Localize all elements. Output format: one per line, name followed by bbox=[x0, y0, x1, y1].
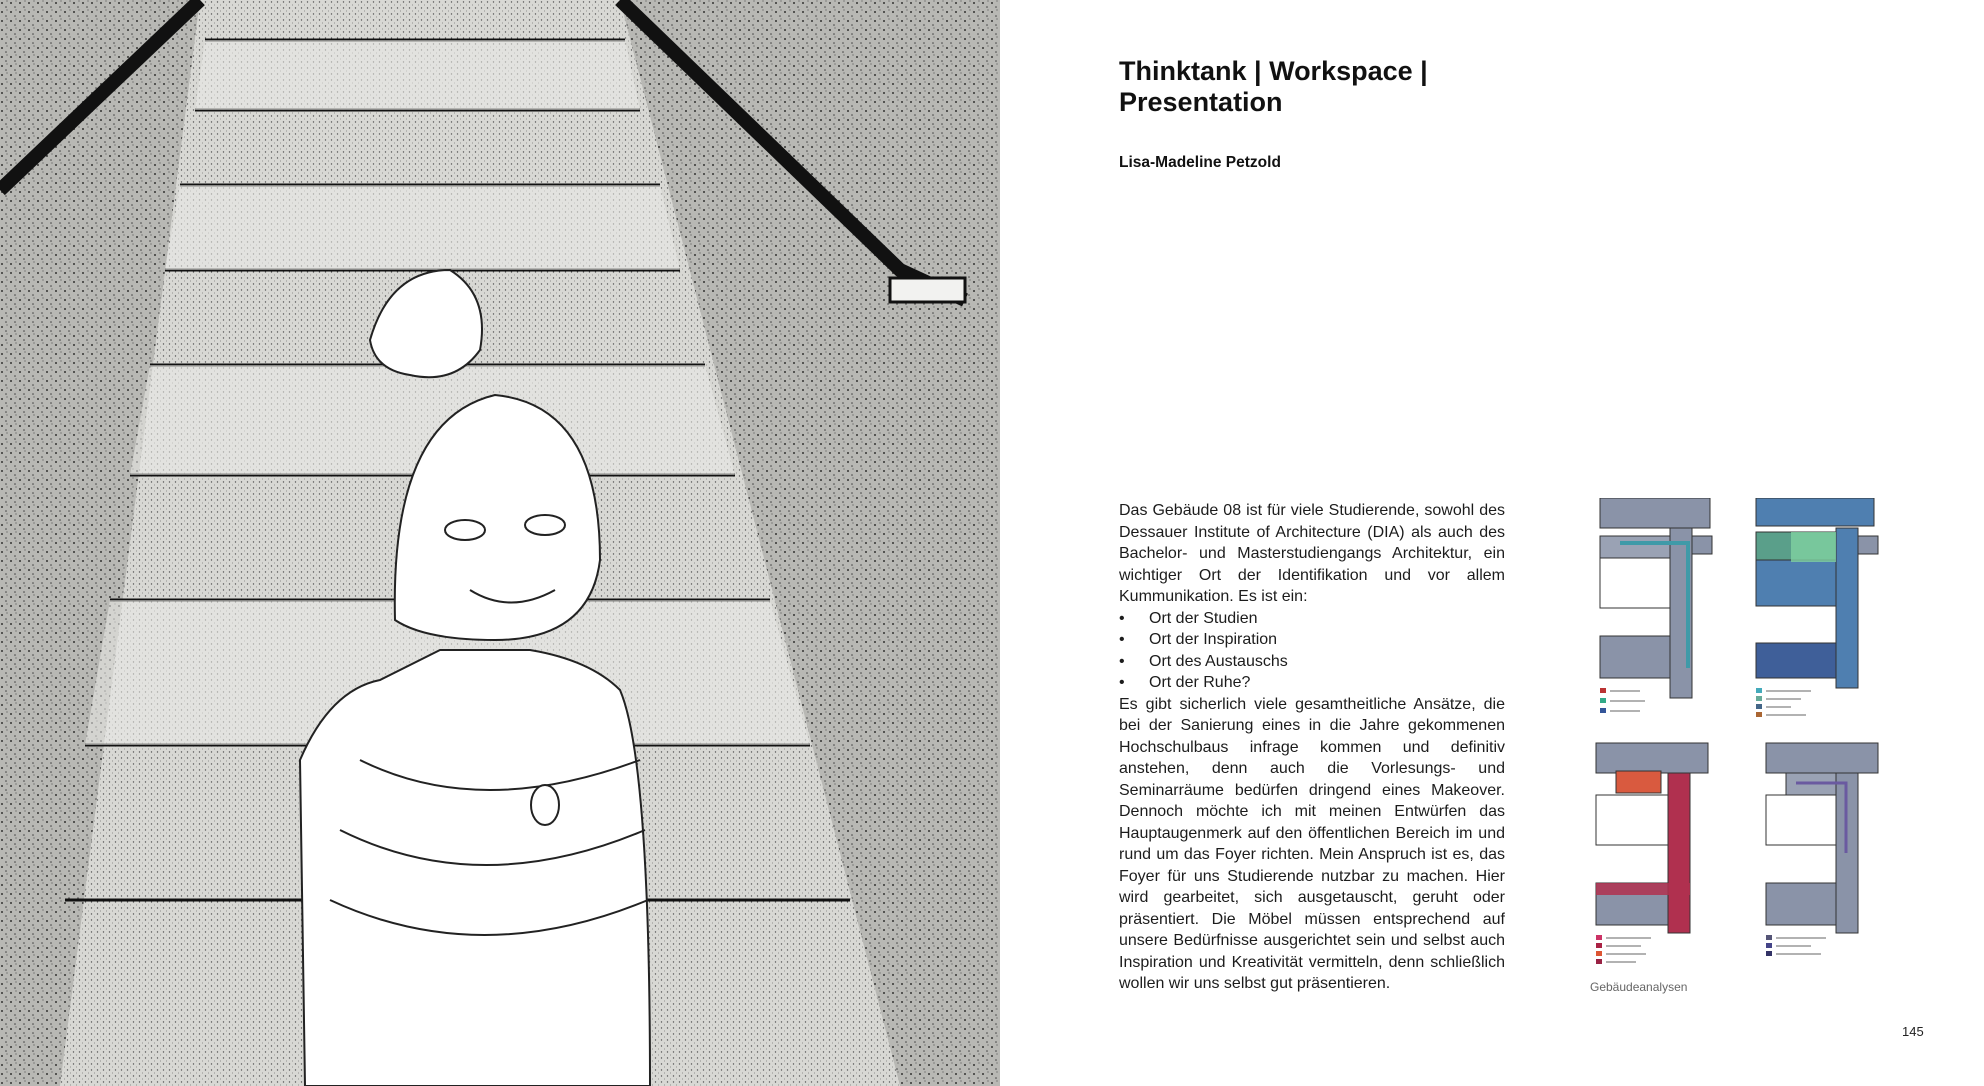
bullet-item: • Ort der Inspiration bbox=[1119, 629, 1505, 651]
intro-paragraph: Das Gebäude 08 ist für viele Studierende, sowohl des Dessauer Institute of Architecture (DIA) als auch des Bachelor- und Masterstudiengangs Architektur, ein wichtiger Ort der Identifikation und vor allem Kummunikation. Es ist ein: bbox=[1119, 502, 1505, 605]
floor-plan-2 bbox=[1756, 498, 1878, 717]
figure-caption: Gebäudeanalysen bbox=[1590, 980, 1688, 994]
floor-plan-1 bbox=[1600, 498, 1712, 713]
main-paragraph: Es gibt sicherlich viele gesamtheitliche Ansätze, die bei der Sanierung eines in die Jahre gekommenen Hochschulbaus infrage kommen und definitiv anstehen, denn auch die Vorlesungs- und Seminarräume bedürfen dringend eines Makeover. Dennoch möchte ich mit meinen Entwürfen das Hauptaugenmerk auf den öffentlichen Bereich im und rund um das Foyer richten. Mein Anspruch ist es, das Foyer für uns Studierende nutzbar zu machen. Hier wird gearbeitet, sich ausgetauscht, geruht oder präsentiert. Die Möbel müssen entsprechend auf unsere Bedürfnisse ausgerichtet sein und selbst auch Inspiration und Kreativität vermitteln, denn schließlich wollen wir uns selbst gut präsentieren. bbox=[1119, 695, 1505, 992]
bullet-item: • Ort der Studien bbox=[1119, 608, 1505, 630]
bullet-list bbox=[1119, 608, 1505, 694]
handrail-bracket bbox=[890, 278, 965, 302]
right-page bbox=[1000, 0, 1984, 1086]
floor-plan-analyses bbox=[1588, 498, 1888, 978]
bullet-item: • Ort der Ruhe? bbox=[1119, 672, 1505, 694]
floor-plan-3 bbox=[1596, 743, 1708, 964]
floor-plan-4 bbox=[1766, 743, 1878, 956]
page-number: 145 bbox=[1902, 1024, 1924, 1039]
bullet-item: • Ort des Austauschs bbox=[1119, 651, 1505, 673]
body-text bbox=[1119, 500, 1505, 995]
page-title: Thinktank | Workspace | Presentation bbox=[1119, 56, 1428, 117]
author-name: Lisa-Madeline Petzold bbox=[1119, 154, 1281, 171]
